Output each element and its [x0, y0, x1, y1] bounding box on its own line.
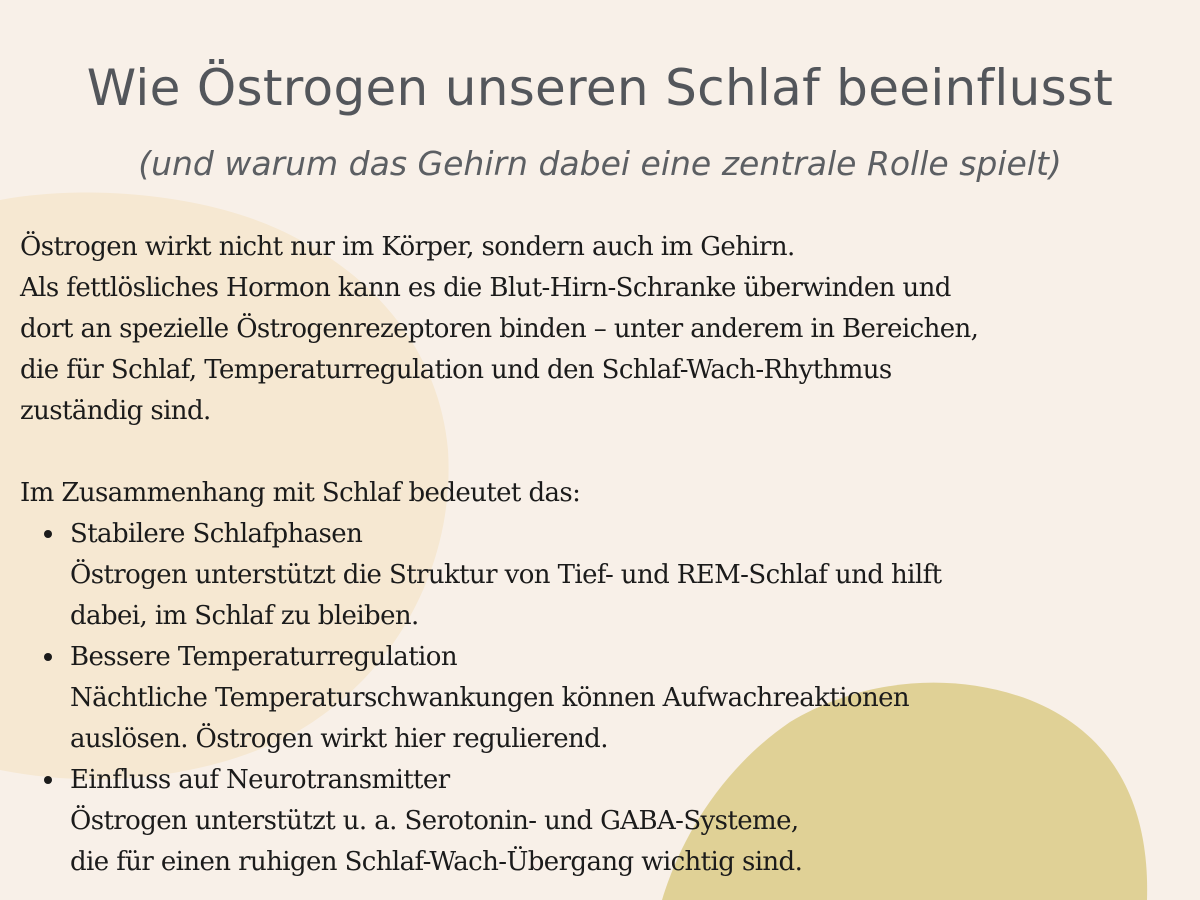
intro-line: die für Schlaf, Temperaturregulation und den Schlaf-Wach-Rhythmus — [20, 355, 892, 385]
list-item-text: dabei, im Schlaf zu bleiben. — [70, 601, 419, 631]
list-item-text: Nächtliche Temperaturschwankungen können Aufwachreaktionen — [70, 683, 910, 713]
list-item — [20, 514, 1190, 637]
list-item-heading: Bessere Temperaturregulation — [70, 642, 457, 672]
paragraph-gap — [20, 432, 1190, 473]
feature-list — [20, 514, 1190, 883]
list-item-text: Östrogen unterstützt u. a. Serotonin- und GABA-Systeme, — [70, 806, 799, 836]
bullet-icon — [44, 530, 52, 538]
page-title: Wie Östrogen unseren Schlaf beeinflusst — [86, 59, 1114, 117]
intro-line: Östrogen wirkt nicht nur im Körper, sondern auch im Gehirn. — [20, 232, 795, 262]
list-item — [20, 637, 1190, 760]
list-item-text: die für einen ruhigen Schlaf-Wach-Übergang wichtig sind. — [70, 847, 803, 877]
section-lead: Im Zusammenhang mit Schlaf bedeutet das: — [20, 478, 581, 508]
list-item-heading: Stabilere Schlafphasen — [70, 519, 363, 549]
intro-paragraph — [20, 227, 1190, 432]
list-item-text: Östrogen unterstützt die Struktur von Tief- und REM-Schlaf und hilft — [70, 560, 942, 590]
intro-line: dort an spezielle Östrogenrezeptoren binden – unter anderem in Bereichen, — [20, 314, 979, 344]
list-item — [20, 760, 1190, 883]
bullet-icon — [44, 776, 52, 784]
list-item-text: auslösen. Östrogen wirkt hier regulierend. — [70, 724, 608, 754]
list-item-heading: Einfluss auf Neurotransmitter — [70, 765, 450, 795]
intro-line: Als fettlösliches Hormon kann es die Blut-Hirn-Schranke überwinden und — [20, 273, 951, 303]
intro-line: zuständig sind. — [20, 396, 211, 426]
page-subtitle: (und warum das Gehirn dabei eine zentrale Rolle spielt) — [138, 144, 1062, 183]
bullet-icon — [44, 653, 52, 661]
body-text — [20, 227, 1190, 883]
